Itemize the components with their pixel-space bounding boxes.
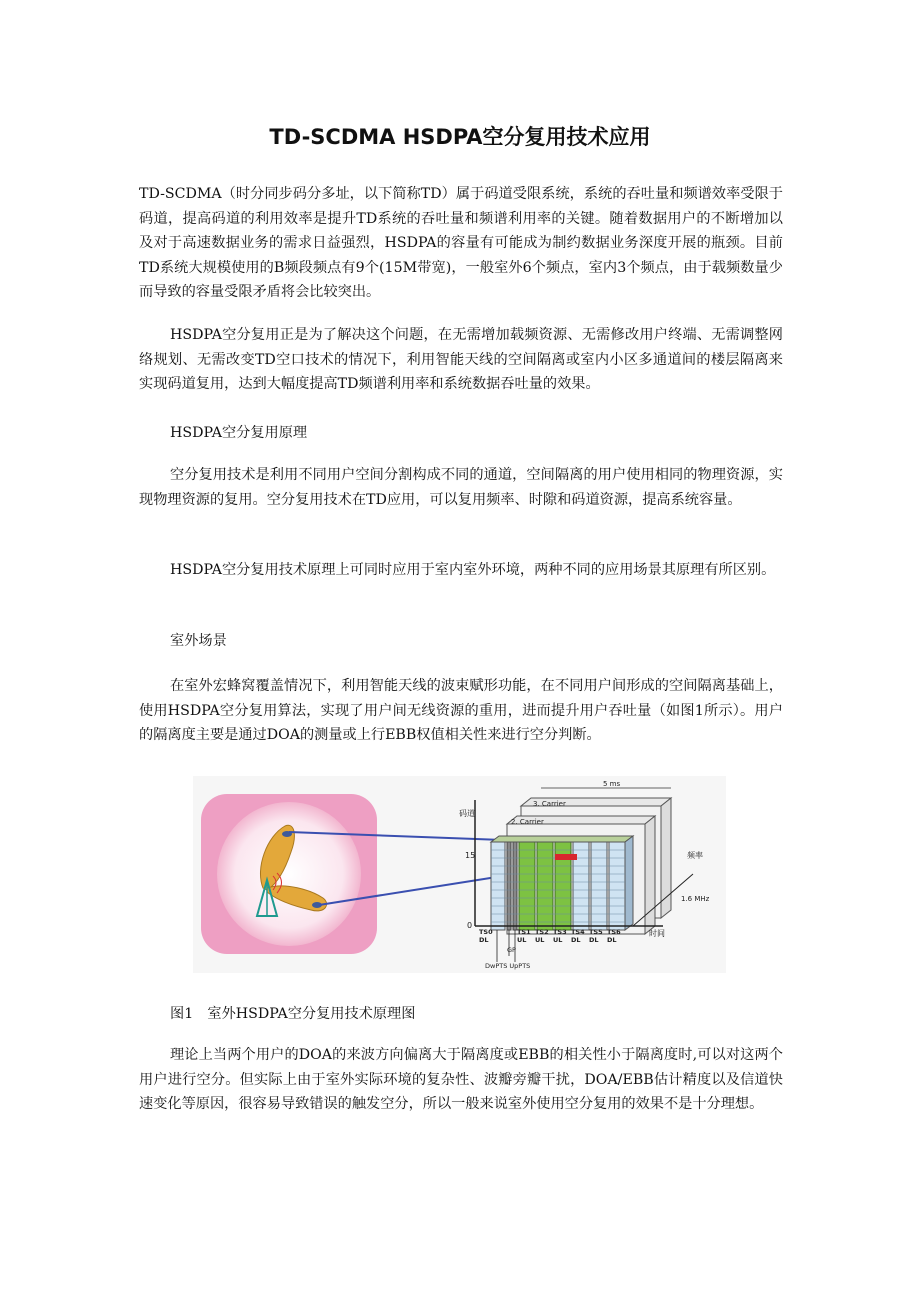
- paragraph-conclusion: 理论上当两个用户的DOA的来波方向偏离大于隔离度或EBB的相关性小于隔离度时,可以对这两个用户进行空分。但实际上由于室外实际环境的复杂性、波瓣旁瓣干扰，DOA/EBB估计精度以及信道快速变化等原因，很容易导致错误的触发空分，所以一般来说室外使用空分复用的效果不是十分理想。: [139, 1047, 783, 1112]
- paragraph-intro: TD-SCDMA（时分同步码分多址，以下简称TD）属于码道受限系统，系统的吞吐量和频谱效率受限于码道，提高码道的利用效率是提升TD系统的吞吐量和频谱利用率的关键。随着数据用户的不断增加以及对于高速数据业务的需求日益强烈，HSDPA的容量有可能成为制约数据业务深度开展的瓶颈。目前TD系统大规模使用的B频段频点有9个(15M带宽)，一般室外6个频点，室内3个频点，由于载频数量少而导致的容量受限矛盾将会比较突出。: [139, 186, 783, 300]
- carrier-3-label: 3. Carrier: [533, 800, 566, 808]
- page-title: TD-SCDMA HSDPA空分复用技术应用: [269, 125, 651, 149]
- gp-label: GP: [507, 946, 516, 954]
- slot-label-ts6: TS6: [607, 928, 621, 936]
- tick-15: 15: [465, 851, 476, 860]
- section-heading-outdoor: 室外场景: [170, 633, 227, 649]
- slot-label-ts2: TS2: [535, 928, 549, 936]
- slot-label-ts0: TS0: [479, 928, 493, 936]
- paragraph-environments: HSDPA空分复用技术原理上可同时应用于室内室外环境，两种不同的应用场景其原理有所区别。: [170, 562, 776, 578]
- slot-label-ts3: TS3: [553, 928, 567, 936]
- paragraph-outdoor: 在室外宏蜂窝覆盖情况下，利用智能天线的波束赋形功能，在不同用户间形成的空间隔离基础上，使用HSDPA空分复用算法，实现了用户间无线资源的重用，进而提升用户吞吐量（如图1所示）。用户的隔离度主要是通过DOA的测量或上行EBB权值相关性来进行空分判断。: [139, 678, 783, 743]
- time-label: 时间: [649, 929, 665, 938]
- carrier-2-label: 2. Carrier: [511, 818, 544, 826]
- paragraph-principle: 空分复用技术是利用不同用户空间分割构成不同的通道，空间隔离的用户使用相同的物理资源，实现物理资源的复用。空分复用技术在TD应用，可以复用频率、时隙和码道资源，提高系统容量。: [139, 467, 783, 508]
- reused-code-marker: [555, 854, 577, 860]
- cell-coverage-circle: [217, 802, 361, 946]
- code-axis-label: 码道: [459, 809, 475, 818]
- section-heading-principle: HSDPA空分复用原理: [170, 425, 308, 441]
- slot-label-ts4: TS4: [571, 928, 585, 936]
- paragraph-purpose: HSDPA空分复用正是为了解决这个问题，在无需增加载频资源、无需修改用户终端、无需调整网络规划、无需改变TD空口技术的情况下，利用智能天线的空间隔离或室内小区多通道间的楼层隔离来实现码道复用，达到大幅度提高TD频谱利用率和系统数据吞吐量的效果。: [139, 327, 783, 392]
- dwpts-uppts-label: DwPTS UpPTS: [485, 962, 531, 970]
- slot-label-ts5: TS5: [589, 928, 603, 936]
- slot-dir-ts3: UL: [553, 936, 563, 944]
- duration-label: 5 ms: [603, 780, 621, 788]
- slot-dir-ts1: UL: [517, 936, 527, 944]
- frequency-label: 频率: [687, 851, 703, 860]
- slot-dir-ts5: DL: [589, 936, 599, 944]
- slot-label-ts1: TS1: [517, 928, 531, 936]
- slot-dir-ts6: DL: [607, 936, 617, 944]
- slot-dir-ts0: DL: [479, 936, 489, 944]
- bandwidth-label: 1.6 MHz: [681, 895, 710, 903]
- tick-0: 0: [467, 921, 473, 930]
- figure-outdoor-sdm-diagram: [193, 776, 726, 973]
- slot-dir-ts4: DL: [571, 936, 581, 944]
- slot-dir-ts2: UL: [535, 936, 545, 944]
- figure-caption: 图1 室外HSDPA空分复用技术原理图: [170, 1006, 416, 1022]
